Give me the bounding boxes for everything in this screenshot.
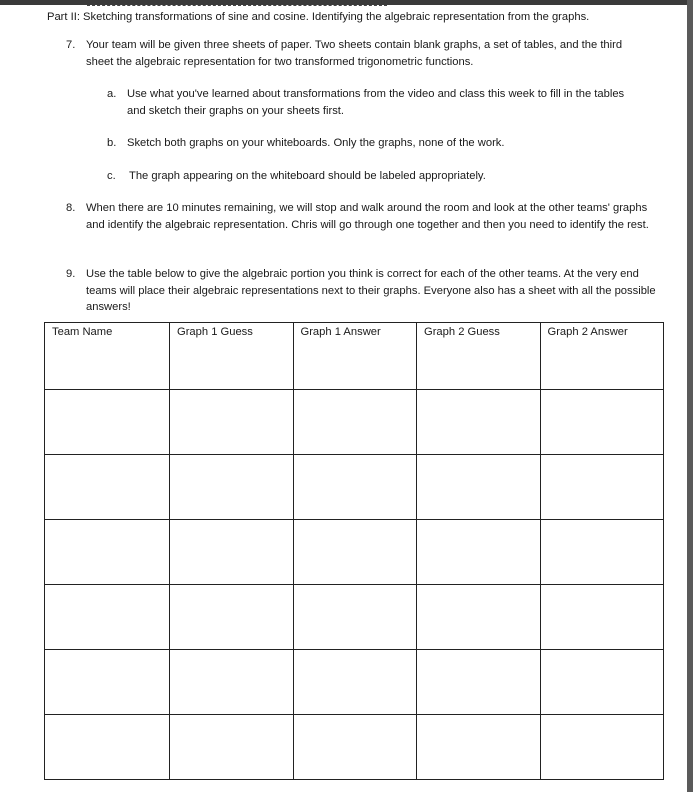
table-row [45, 715, 664, 780]
table-cell [45, 520, 170, 585]
item-text: When there are 10 minutes remaining, we will stop and walk around the room and look at the other teams' graphs and identify the algebraic representation. Chris will go through one together and then you need to identify the rest. [86, 202, 649, 231]
table-cell [293, 715, 417, 780]
table-cell [540, 520, 664, 585]
table-cell [417, 585, 541, 650]
table-cell [293, 455, 417, 520]
col-team-name: Team Name [45, 323, 170, 390]
sub-item-text: The graph appearing on the whiteboard should be labeled appropriately. [129, 170, 486, 182]
part-title: Part II: Sketching transformations of sine and cosine. Identifying the algebraic representation from the graphs. [47, 11, 590, 23]
col-graph1-guess: Graph 1 Guess [170, 323, 294, 390]
table-cell [170, 520, 294, 585]
item-number: 9. [66, 268, 76, 280]
sub-item-letter: c. [107, 170, 116, 182]
table-cell [417, 715, 541, 780]
table-cell [540, 715, 664, 780]
table-cell [170, 455, 294, 520]
table-cell [417, 455, 541, 520]
table-row [45, 585, 664, 650]
table-cell [170, 650, 294, 715]
table-cell [293, 650, 417, 715]
guess-table [44, 322, 664, 780]
table-cell [45, 455, 170, 520]
table-cell [417, 520, 541, 585]
table-cell [540, 390, 664, 455]
table-cell [293, 390, 417, 455]
col-graph2-guess: Graph 2 Guess [417, 323, 541, 390]
table-cell [170, 585, 294, 650]
item-text: Your team will be given three sheets of paper. Two sheets contain blank graphs, a set of tables, and the third sheet the algebraic representation for two transformed trigonometric functions. [86, 39, 623, 68]
col-graph1-answer: Graph 1 Answer [293, 323, 417, 390]
table-cell [293, 520, 417, 585]
table-cell [540, 650, 664, 715]
item-number: 8. [66, 202, 76, 214]
table-row [45, 455, 664, 520]
table-cell [45, 715, 170, 780]
table-row [45, 520, 664, 585]
item-text: Use the table below to give the algebraic portion you think is correct for each of the other teams. At the very end teams will place their algebraic representations next to their graphs. Everyone also has a sheet with all the possible answers! [86, 268, 656, 313]
table-cell [540, 455, 664, 520]
sub-item-letter: b. [107, 137, 117, 149]
sub-item-text: Use what you've learned about transformations from the video and class this week to fill in the tables and sketch their graphs on your sheets first. [127, 88, 625, 117]
table-cell [293, 585, 417, 650]
scrollbar-track[interactable] [687, 0, 693, 792]
table-cell [170, 715, 294, 780]
item-number: 7. [66, 39, 76, 51]
table-row [45, 390, 664, 455]
table-cell [45, 390, 170, 455]
table-cell [417, 390, 541, 455]
table-cell [45, 585, 170, 650]
table-cell [170, 390, 294, 455]
table-cell [417, 650, 541, 715]
table-cell [540, 585, 664, 650]
table-header-row [45, 323, 664, 390]
sub-item-text: Sketch both graphs on your whiteboards. Only the graphs, none of the work. [127, 137, 505, 149]
col-graph2-answer: Graph 2 Answer [540, 323, 664, 390]
table-cell [45, 650, 170, 715]
table-row [45, 650, 664, 715]
sub-item-letter: a. [107, 88, 117, 100]
